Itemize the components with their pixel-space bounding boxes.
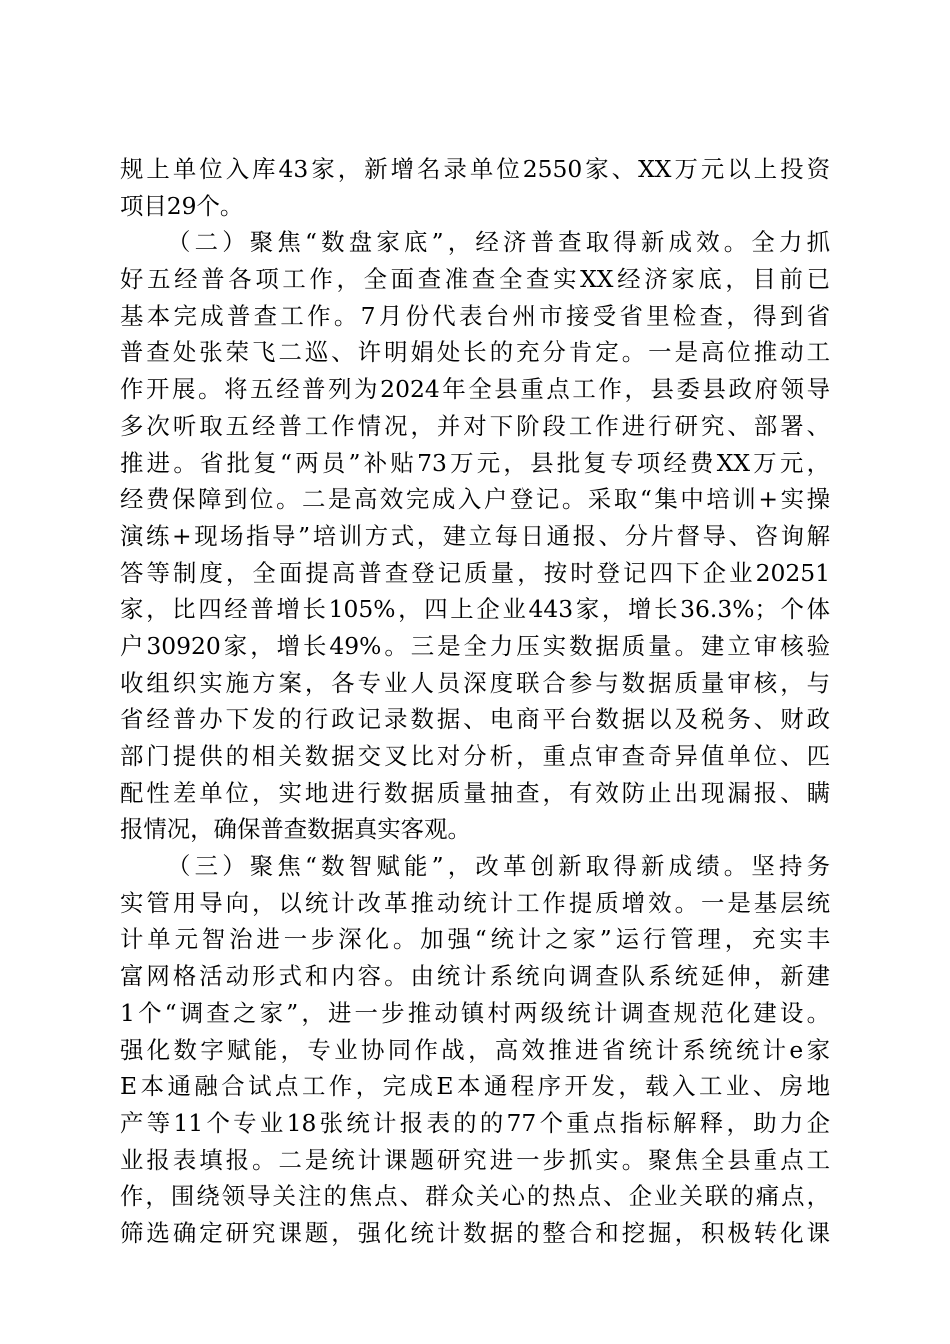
text-line: 业报表填报。二是统计课题研究进一步抓实。聚焦全县重点工: [120, 1145, 830, 1174]
text-line: 基本完成普查工作。7月份代表台州市接受省里检查，得到省: [120, 301, 830, 330]
text-line: 实管用导向，以统计改革推动统计工作提质增效。一是基层统: [120, 888, 830, 917]
text-line: 推进。省批复“两员”补贴73万元，县批复专项经费XX万元，: [120, 448, 830, 477]
text-line: 计单元智治进一步深化。加强“统计之家”运行管理，充实丰: [120, 925, 830, 954]
text-line: 省经普办下发的行政记录数据、电商平台数据以及税务、财政: [120, 705, 830, 734]
text-line: 好五经普各项工作，全面查准查全查实XX经济家底，目前已: [120, 265, 830, 294]
text-line: 富网格活动形式和内容。由统计系统向调查队系统延伸，新建: [120, 962, 830, 991]
text-line: 产等11个专业18张统计报表的的77个重点指标解释，助力企: [120, 1108, 830, 1137]
document-body: [120, 151, 830, 1252]
text-line: 家，比四经普增长105%，四上企业443家，增长36.3%；个体: [120, 595, 830, 624]
text-line: 部门提供的相关数据交叉比对分析，重点审查奇异值单位、匹: [120, 742, 830, 770]
text-line: 1个“调查之家”，进一步推动镇村两级统计调查规范化建设。: [120, 998, 830, 1027]
text-line: E本通融合试点工作，完成E本通程序开发，载入工业、房地: [120, 1072, 830, 1101]
text-line: （二）聚焦“数盘家底”，经济普查取得新成效。全力抓: [167, 228, 830, 257]
text-line: 规上单位入库43家，新增名录单位2550家、XX万元以上投资: [120, 155, 830, 183]
text-line: 项目29个。: [120, 191, 244, 220]
text-line: 经费保障到位。二是高效完成入户登记。采取“集中培训+实操: [120, 485, 830, 514]
text-line: 户30920家，增长49%。三是全力压实数据质量。建立审核验: [120, 631, 830, 660]
text-line: 演练+现场指导”培训方式，建立每日通报、分片督导、咨询解: [120, 521, 830, 550]
text-line: 普查处张荣飞二巡、许明娟处长的充分肯定。一是高位推动工: [120, 338, 830, 367]
text-line: 答等制度，全面提高普查登记质量，按时登记四下企业20251: [120, 558, 830, 587]
text-line: 收组织实施方案，各专业人员深度联合参与数据质量审核，与: [120, 668, 830, 697]
text-line: 强化数字赋能，专业协同作战，高效推进省统计系统统计e家: [120, 1035, 830, 1064]
text-line: 配性差单位，实地进行数据质量抽查，有效防止出现漏报、瞒: [120, 778, 830, 807]
text-line: 作，围绕领导关注的焦点、群众关心的热点、企业关联的痛点，: [120, 1182, 830, 1211]
text-line: 多次听取五经普工作情况，并对下阶段工作进行研究、部署、: [120, 411, 830, 440]
text-line: 报情况，确保普查数据真实客观。: [120, 815, 471, 844]
text-line: （三）聚焦“数智赋能”，改革创新取得新成绩。坚持务: [167, 852, 830, 881]
text-line: 筛选确定研究课题，强化统计数据的整合和挖掘，积极转化课: [120, 1218, 830, 1247]
text-line: 作开展。将五经普列为2024年全县重点工作，县委县政府领导: [120, 375, 830, 404]
